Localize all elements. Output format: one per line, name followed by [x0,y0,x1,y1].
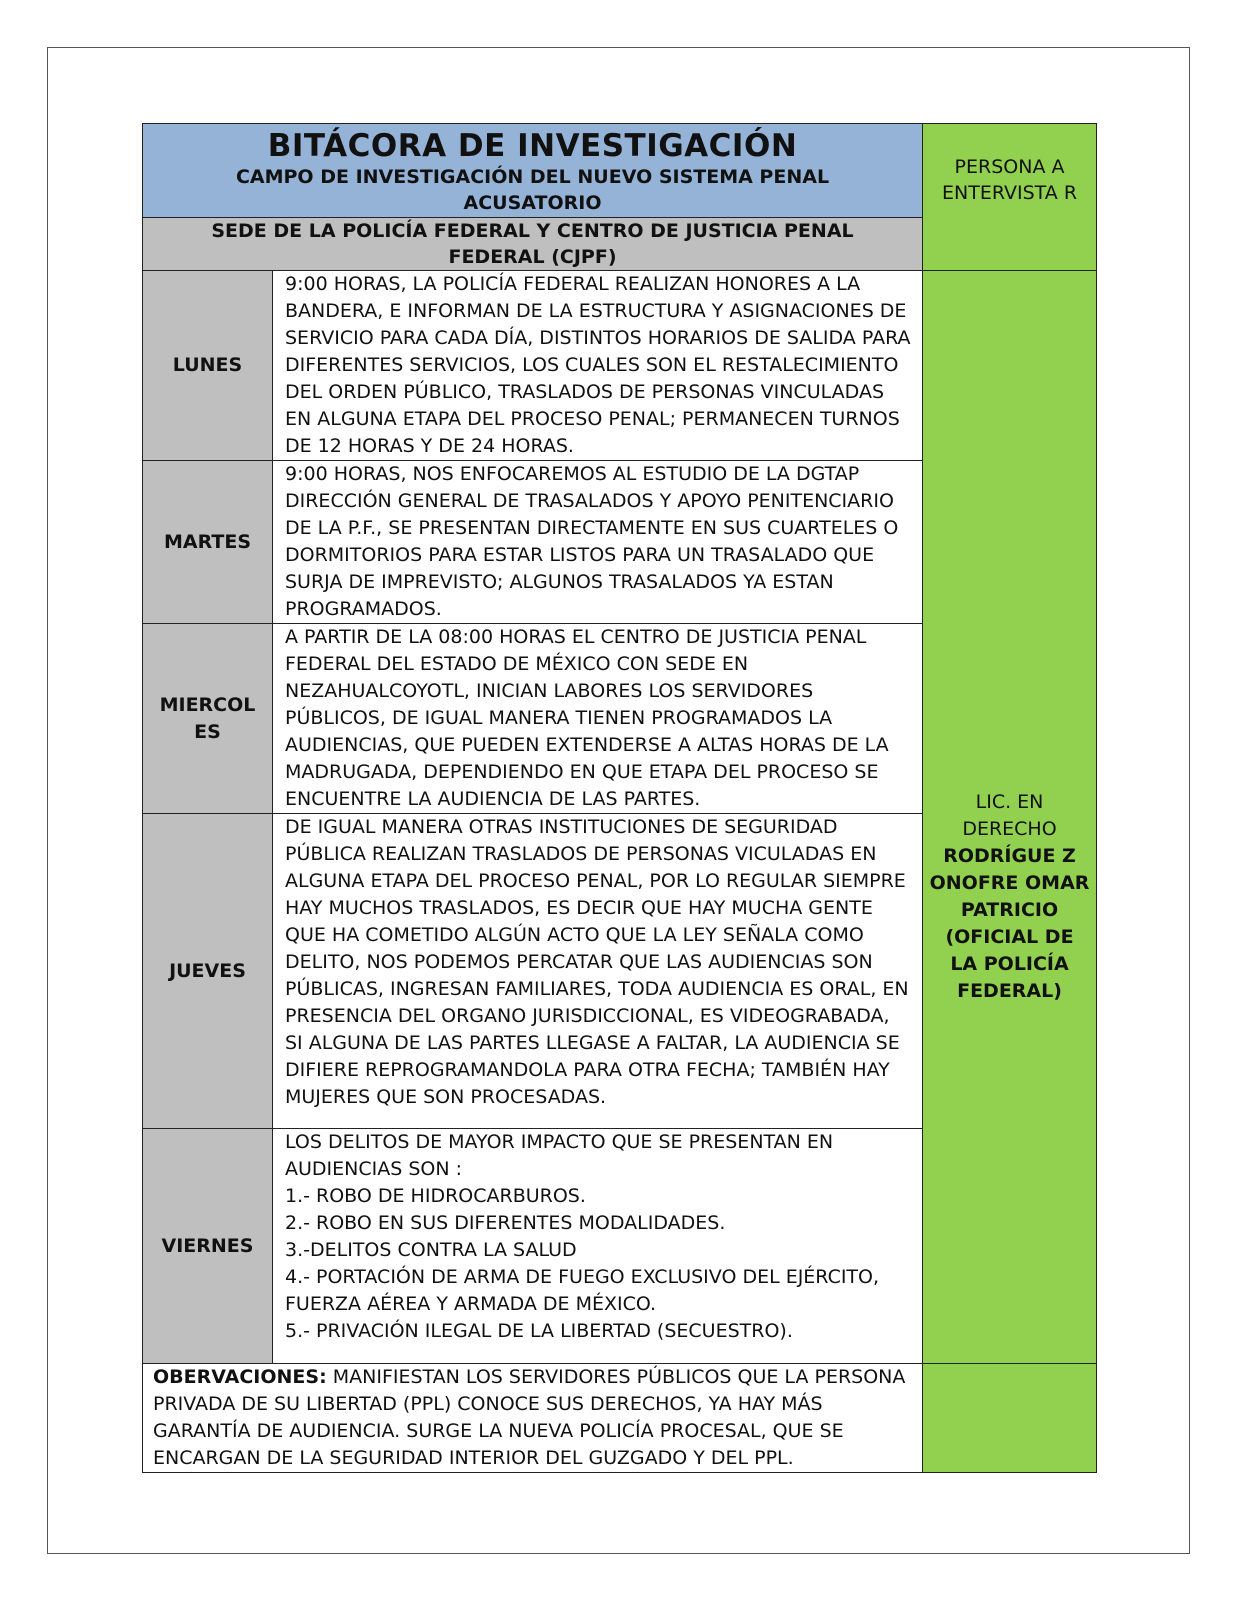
observaciones-text: MANIFIESTAN LOS SERVIDORES PÚBLICOS QUE LA PERSONA PRIVADA DE SU LIBERTAD (PPL) CONOCE SUS DERECHOS, YA HAY MÁS GARANTÍA DE AUDIENCIA. SURGE LA NUEVA POLICÍA PROCESAL, QUE SE ENCARGAN DE LA SEGURIDAD INTERIOR DEL GUZGADO Y DEL PPL. [153,1366,906,1469]
observaciones-cell [143,1364,923,1473]
day-name: MIERCOL ES [143,624,273,814]
interviewee-cell [923,271,1097,1364]
observaciones-green-cell [923,1364,1097,1473]
day-name: MARTES [143,461,273,624]
observaciones-label: OBERVACIONES: [153,1366,327,1388]
day-text: 3.-DELITOS CONTRA LA SALUD [285,1239,577,1261]
log-subtitle: CAMPO DE INVESTIGACIÓN DEL NUEVO SISTEMA PENAL ACUSATORIO [235,165,830,214]
title-row [143,124,1097,218]
day-text: 5.- PRIVACIÓN ILEGAL DE LA LIBERTAD (SECUESTRO). [285,1320,793,1342]
persona-header [923,124,1097,271]
day-text: 2.- ROBO EN SUS DIFERENTES MODALIDADES. [285,1212,726,1234]
day-row-lunes [143,271,1097,461]
day-text: 9:00 HORAS, LA POLICÍA FEDERAL REALIZAN HONORES A LA BANDERA, E INFORMAN DE LA ESTRUCTURA Y ASIGNACIONES DE SERVICIO PARA CADA DÍA, DISTINTOS HORARIOS DE SALIDA PARA DIFERENTES SERVICIOS, LOS CUALES SON EL RESTALECIMIENTO DEL ORDEN PÚBLICO, TRASLADOS DE PERSONAS VINCULADAS EN ALGUNA ETAPA DEL PROCESO PENAL; PERMANECEN TURNOS DE 12 HORAS Y DE 24 HORAS. [285,273,911,457]
day-text: 1.- ROBO DE HIDROCARBUROS. [285,1185,586,1207]
day-text: 9:00 HORAS, NOS ENFOCAREMOS AL ESTUDIO DE LA DGTAP DIRECCIÓN GENERAL DE TRASALADOS Y APOYO PENITENCIARIO DE LA P.F., SE PRESENTAN DIRECTAMENTE EN SUS CUARTELES O DORMITORIOS PARA ESTAR LISTOS PARA UN TRASALADO QUE SURJA DE IMPREVISTO; ALGUNOS TRASALADOS YA ESTAN PROGRAMADOS. [285,463,899,620]
day-content [273,814,923,1129]
log-title: BITÁCORA DE INVESTIGACIÓN [267,127,798,164]
sede-label: SEDE DE LA POLICÍA FEDERAL Y CENTRO DE JUSTICIA PENAL FEDERAL (CJPF) [211,220,854,268]
interviewee-title: LIC. EN DERECHO [962,791,1057,840]
day-content [273,624,923,814]
day-text: 4.- PORTACIÓN DE ARMA DE FUEGO EXCLUSIVO DEL EJÉRCITO, FUERZA AÉREA Y ARMADA DE MÉXICO. [285,1266,880,1315]
investigation-log-table [142,123,1097,1473]
observaciones-row [143,1364,1097,1473]
title-cell [143,124,923,218]
sede-cell [143,218,923,271]
day-text: A PARTIR DE LA 08:00 HORAS EL CENTRO DE JUSTICIA PENAL FEDERAL DEL ESTADO DE MÉXICO CON SEDE EN NEZAHUALCOYOTL, INICIAN LABORES LOS SERVIDORES PÚBLICOS, DE IGUAL MANERA TIENEN PROGRAMADOS LA AUDIENCIAS, QUE PUEDEN EXTENDERSE A ALTAS HORAS DE LA MADRUGADA, DEPENDIENDO EN QUE ETAPA DEL PROCESO SE ENCUENTRE LA AUDIENCIA DE LAS PARTES. [285,626,889,810]
day-text: LOS DELITOS DE MAYOR IMPACTO QUE SE PRESENTAN EN AUDIENCIAS SON : [285,1131,834,1180]
persona-label: PERSONA A ENTERVISTA R [942,156,1078,204]
day-name: JUEVES [143,814,273,1129]
interviewee-name: RODRÍGUE Z ONOFRE OMAR PATRICIO (OFICIAL DE LA POLICÍA FEDERAL) [929,845,1090,1002]
day-content [273,1129,923,1364]
day-content [273,271,923,461]
day-content [273,461,923,624]
day-name: VIERNES [143,1129,273,1364]
day-text: DE IGUAL MANERA OTRAS INSTITUCIONES DE SEGURIDAD PÚBLICA REALIZAN TRASLADOS DE PERSONAS VICULADAS EN ALGUNA ETAPA DEL PROCESO PENAL, POR LO REGULAR SIEMPRE HAY MUCHOS TRASLADOS, ES DECIR QUE HAY MUCHA GENTE QUE HA COMETIDO ALGÚN ACTO QUE LA LEY SEÑALA COMO DELITO, NOS PODEMOS PERCATAR QUE LAS AUDIENCIAS SON PÚBLICAS, INGRESAN FAMILIARES, TODA AUDIENCIA ES ORAL, EN PRESENCIA DEL ORGANO JURISDICCIONAL, ES VIDEOGRABADA, SI ALGUNA DE LAS PARTES LLEGASE A FALTAR, LA AUDIENCIA SE DIFIERE REPROGRAMANDOLA PARA OTRA FECHA; TAMBIÉN HAY MUJERES QUE SON PROCESADAS. [285,816,909,1108]
day-name: LUNES [143,271,273,461]
